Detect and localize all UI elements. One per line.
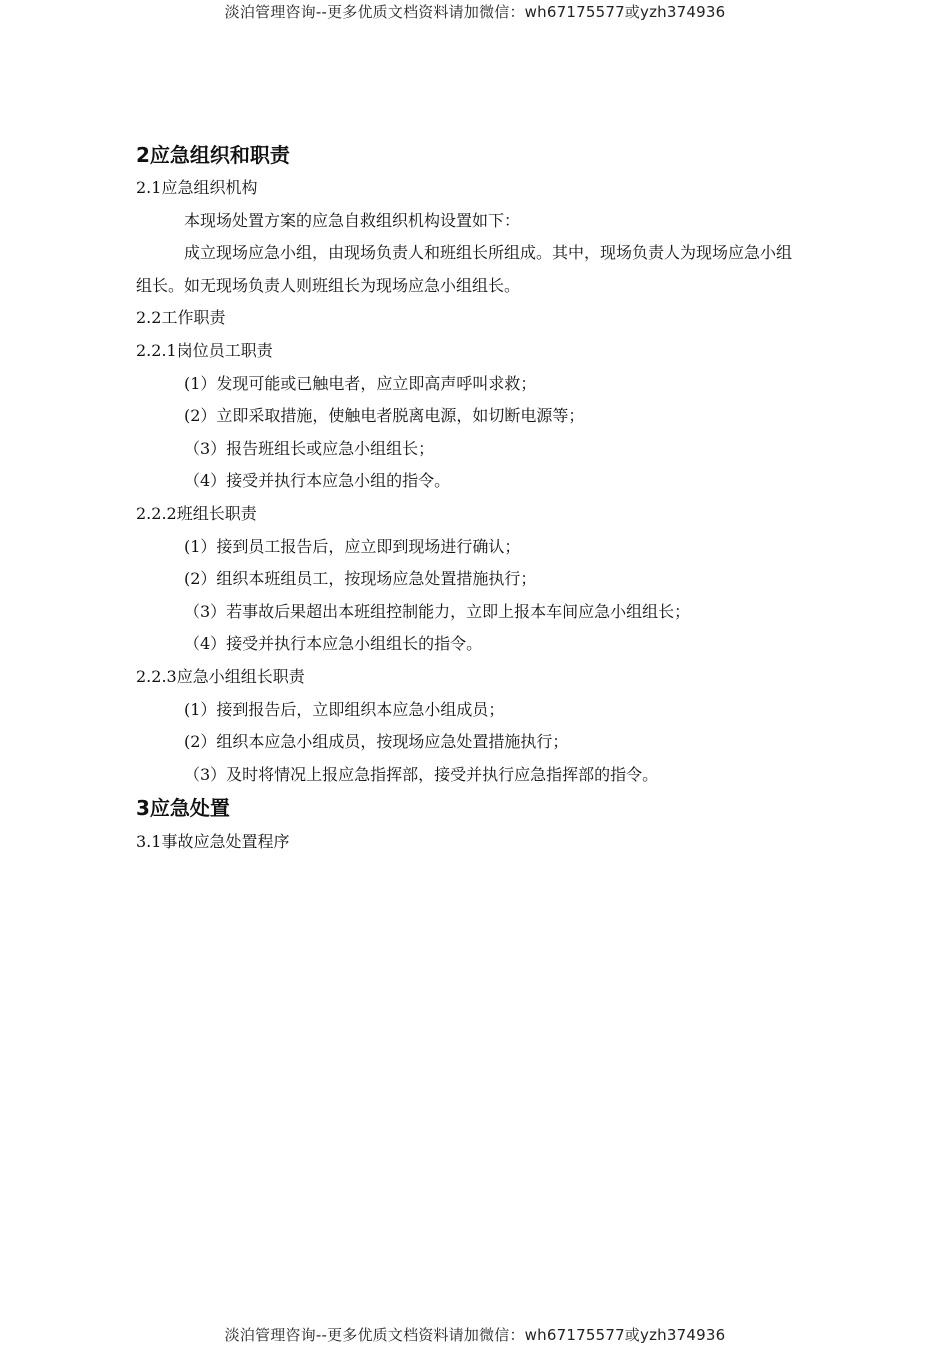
list-item: (2）立即采取措施，使触电者脱离电源，如切断电源等； [184, 406, 585, 426]
section-2-1-paragraph-2: 成立现场应急小组，由现场负责人和班组长所组成。其中，现场负责人为现场应急小组组长。如无现场负责人则班组长为现场应急小组组长。 [136, 243, 793, 295]
list-item: (1）接到员工报告后，应立即到现场进行确认； [184, 536, 521, 556]
list-item: （3）及时将情况上报应急指挥部，接受并执行应急指挥部的指令。 [184, 764, 659, 784]
section-3-heading: 3应急处置 [136, 796, 230, 821]
page-footer: 淡泊管理咨询--更多优质文档资料请加微信：wh67175577或yzh374936 [224, 1326, 726, 1344]
section-2-2-heading: 2.2工作职责 [136, 308, 226, 328]
list-item: （3）报告班组长或应急小组组长； [184, 438, 435, 458]
list-item: (2）组织本班组员工，按现场应急处置措施执行； [184, 569, 537, 589]
section-2-2-2-heading: 2.2.2班组长职责 [136, 503, 257, 523]
section-2-heading: 2应急组织和职责 [136, 143, 290, 167]
section-2-1-heading: 2.1应急组织机构 [136, 178, 258, 197]
section-2-2-3-heading: 2.2.3应急小组组长职责 [136, 666, 305, 686]
list-item: （3）若事故后果超出本班组控制能力，立即上报本车间应急小组组长； [184, 601, 691, 621]
section-2-1-paragraph-1: 本现场处置方案的应急自救组织机构设置如下： [184, 210, 521, 230]
list-item: (1）接到报告后，立即组织本应急小组成员； [184, 699, 505, 719]
page-header: 淡泊管理咨询--更多优质文档资料请加微信：wh67175577或yzh374936 [224, 3, 726, 21]
list-item: (1）发现可能或已触电者，应立即高声呼叫求救； [184, 373, 537, 393]
section-3-1-heading: 3.1事故应急处置程序 [136, 832, 290, 852]
list-item: （4）接受并执行本应急小组的指令。 [184, 471, 451, 491]
list-item: (2）组织本应急小组成员，按现场应急处置措施执行； [184, 732, 569, 752]
document-body [136, 140, 816, 859]
list-item: （4）接受并执行本应急小组组长的指令。 [184, 634, 483, 654]
section-2-2-1-heading: 2.2.1岗位员工职责 [136, 340, 273, 360]
